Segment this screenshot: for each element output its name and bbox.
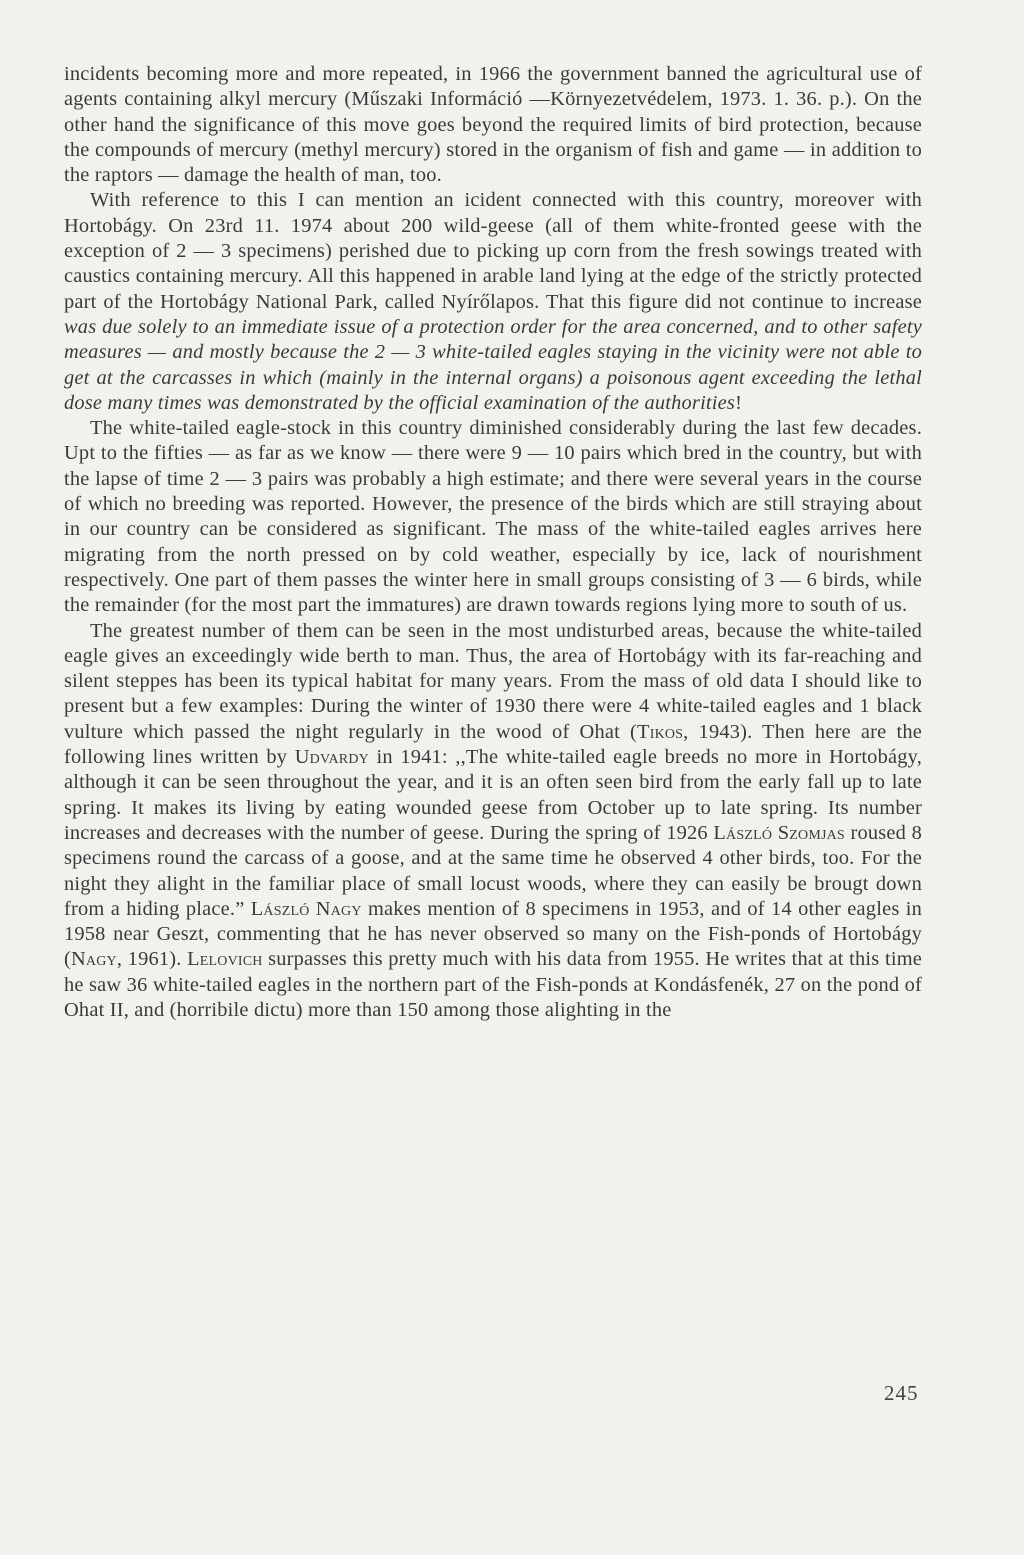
page-number: 245 xyxy=(884,1381,919,1405)
paragraph-4-text: makes mention of 8 specimens in 1953, and of 14 other eagles in 1958 near Geszt, commenting that he has never observed so many on the Fish-ponds of Hortobágy ( xyxy=(64,897,923,971)
author-name: László Szomjas xyxy=(713,821,845,844)
paragraph-2-end: ! xyxy=(735,391,743,414)
paragraph-1 xyxy=(64,62,922,188)
paragraph-4-text: surpasses this pretty much with his data from 1955. He writes that at this time he saw 36 white-tailed eagles in the northern part of the Fish-ponds at Kondásfenék, 27 on the pond of Ohat II, and (horribile dictu) more than 150 among those alighting in the xyxy=(64,948,923,1021)
paragraph-1-text: incidents becoming more and more repeated, in 1966 the government banned the agricultural use of agents containing alkyl mercury (Műszaki Információ —Környezetvédelem, 1973. 1. 36. p.). On the other hand the significance of this move goes beyond the required limits of bird protection, because the compounds of mercury (methyl mercury) stored in the organism of fish and game — in addition to the raptors — damage the health of man, too. xyxy=(64,63,922,187)
paragraph-3 xyxy=(64,416,922,618)
author-name: Lelovich xyxy=(187,948,263,971)
paragraph-4-text: roused 8 specimens round the carcass of a goose, and at the same time he observed 4 other birds, too. For the night they alight in the familiar place of small locust woods, where they can easily be brougt down from a hiding place.” xyxy=(64,821,922,920)
author-name: Nagy xyxy=(71,948,117,971)
paragraph-4-text: , 1961). xyxy=(116,948,188,971)
paragraph-4-text: in 1941: ,,The white-tailed eagle breeds no more in Hortobágy, although it can be seen throughout the year, and it is an often seen bird from the early fall up to late spring. It makes its living by eating wounded geese from October up to late spring. Its number increases and decreases with the number of geese. During the spring of 1926 xyxy=(64,746,922,844)
paragraph-4-text: The greatest number of them can be seen in the most undisturbed areas, because the white-tailed eagle gives an exceedingly wide berth to man. Thus, the area of Hortobágy with its far-reaching and silent steppes has been its typical habitat for many years. From the mass of old data I should like to present but a few examples: During the winter of 1930 there were 4 white-tailed eagles and 1 black vulture which passed the night regularly in the wood of Ohat ( xyxy=(64,619,922,743)
paragraph-3-text: The white-tailed eagle-stock in this country diminished considerably during the last few decades. Upt to the fifties — as far as we know — there were 9 — 10 pairs which bred in the country, but with the lapse of time 2 — 3 pairs was probably a high estimate; and there were several years in the course of which no breeding was reported. However, the presence of the birds which are still straying about in our country can be considered as significant. The mass of the white-tailed eagles arrives here migrating from the north pressed on by cold weather, especially by ice, lack of nourishment respectively. One part of them passes the winter here in small groups consisting of 3 — 6 birds, while the remainder (for the most part the immatures) are drawn towards regions lying more to south of us. xyxy=(64,417,922,617)
paragraph-4-text: , 1943). Then here are the following lines written by xyxy=(64,720,922,769)
paragraph-2-text: With reference to this I can mention an icident connected with this country, moreover with Hortobágy. On 23rd 11. 1974 about 200 wild-geese (all of them white-fronted geese with the exception of 2 — 3 specimens) perished due to picking up corn from the fresh sowings treated with caustics containing mercury. All this happened in arable land lying at the edge of the strictly protected part of the Hortobágy National Park, called Nyírőlapos. That this figure did not continue to increase xyxy=(64,189,922,313)
body-text xyxy=(64,62,922,1023)
author-name: Udvardy xyxy=(294,746,369,769)
paragraph-2-italic-text: was due solely to an immediate issue of a protection order for the area concerned, and to other safety measures — and mostly because the 2 — 3 white-tailed eagles staying in the vicinity were not able to get at the carcasses in which (mainly in the internal organs) a poisonous agent exceeding the lethal dose many times was demonstrated by the official examination of the authorities xyxy=(64,315,922,414)
paragraph-4 xyxy=(64,619,922,1024)
author-name: Tikos xyxy=(637,720,684,743)
author-name: László Nagy xyxy=(250,897,362,920)
paragraph-2 xyxy=(64,188,922,416)
